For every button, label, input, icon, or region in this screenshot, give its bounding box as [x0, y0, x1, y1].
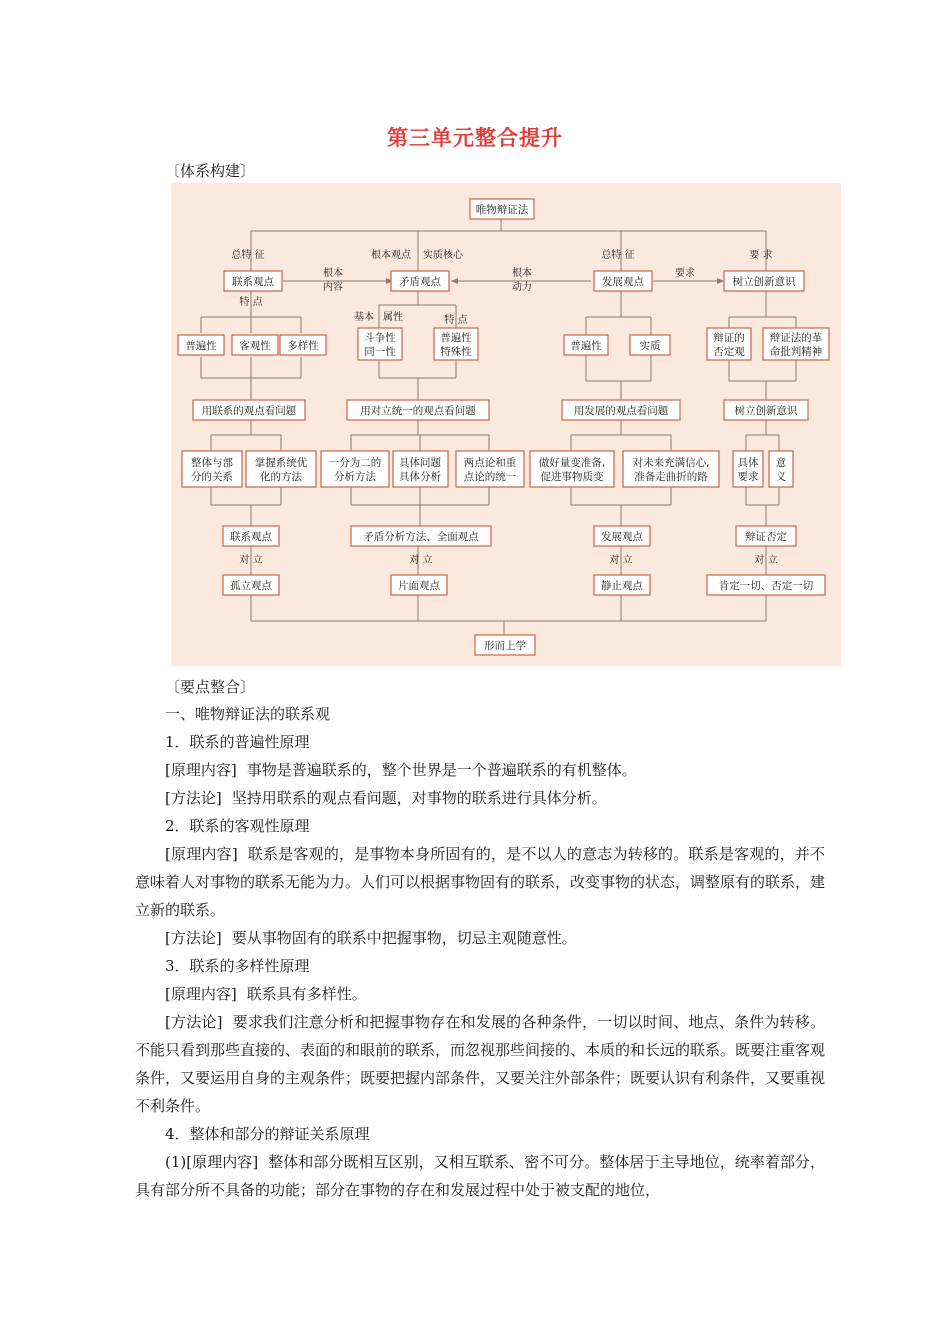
node-fazhan: 发展观点: [602, 276, 644, 288]
label-duili-2: 对 立: [409, 555, 433, 566]
item1-method-tag: [方法论]: [165, 789, 222, 807]
item3-content: [135, 980, 825, 1008]
node-yiyi-2: 义: [775, 471, 787, 483]
node-g3: 静止观点: [601, 580, 643, 592]
node-yaoqiu-1: 具体: [737, 457, 759, 469]
node-xinxin-2: 准备走曲折的路: [634, 471, 708, 483]
node-root: 唯物辩证法: [475, 204, 529, 216]
item3-content-tag: [原理内容]: [165, 985, 237, 1003]
node-xinxin-1: 对未来充满信心,: [632, 457, 710, 469]
node-lianxi: 联系观点: [232, 276, 274, 288]
node-keguan: 客观性: [239, 340, 271, 352]
label-shizhi-hexin: 实质核心: [423, 250, 463, 261]
item2-method: [135, 924, 825, 952]
label-genben-neirong-1: 根本: [323, 268, 343, 279]
node-b2: 矛盾分析方法、全面观点: [363, 531, 479, 543]
node-geming-1: 辩证法的革: [769, 332, 823, 344]
label-genben-dongli-1: 根本: [512, 268, 532, 279]
node-juti-1: 具体问题: [399, 457, 441, 469]
item3-method-tag: [方法论]: [165, 1013, 223, 1031]
label-duili-4: 对 立: [754, 555, 778, 566]
label-tedian-1: 特 点: [239, 297, 263, 308]
node-method-3: 用发展的观点看问题: [573, 405, 669, 417]
node-b4: 辩证否定: [745, 531, 787, 543]
label-duili-1: 对 立: [239, 555, 263, 566]
node-zhunbei-1: 做好量变准备,: [538, 457, 606, 469]
node-maodun: 矛盾观点: [399, 276, 441, 288]
label-tedian-2: 特 点: [444, 315, 468, 326]
node-g1: 孤立观点: [230, 580, 272, 592]
node-shizhi: 实质: [639, 340, 661, 352]
item3-title: 3．联系的多样性原理: [165, 957, 310, 975]
node-douzheng-1: 斗争性: [364, 332, 396, 344]
node-yaoqiu-2: 要求: [737, 471, 759, 483]
section-system-heading: 〔体系构建〕: [165, 162, 256, 180]
node-method-1: 用联系的观点看问题: [201, 405, 297, 417]
label-genben-guandian: 根本观点: [371, 250, 411, 261]
node-chuangxin: 树立创新意识: [732, 276, 796, 288]
node-liangdian-2: 点论的统一: [463, 471, 517, 483]
node-yifen-2: 分析方法: [334, 471, 376, 483]
item2-content-tag: [原理内容]: [165, 845, 238, 863]
item4-content-tag: [原理内容]: [186, 1153, 259, 1171]
item2-title: 2．联系的客观性原理: [165, 817, 310, 835]
item2-content-text: 联系是客观的，是事物本身所固有的，是不以人的意志为转移的。联系是客观的，并不意味着人对事物的联系无能为力。人们可以根据事物固有的联系，改变事物的状态，调整原有的联系，建立新的联系。: [135, 845, 826, 919]
item4-content: [135, 1148, 825, 1204]
item2-method-text: 要从事物固有的联系中把握事物，切忌主观随意性。: [231, 929, 577, 947]
node-fouding-1: 辩证的: [713, 332, 745, 344]
node-xitong-1: 掌握系统优: [254, 457, 308, 469]
node-b1: 联系观点: [230, 531, 272, 543]
node-xitong-2: 化的方法: [260, 471, 302, 483]
label-shuxing: 属性: [383, 312, 403, 323]
label-jiben: 基本: [354, 312, 374, 323]
node-zhengti-1: 整体与部: [191, 457, 233, 469]
label-genben-dongli-2: 动力: [512, 282, 532, 293]
node-pubian-teshu-1: 普遍性: [440, 332, 472, 344]
item2-content: [135, 840, 825, 924]
node-pubian1: 普遍性: [185, 340, 217, 352]
node-b3: 发展观点: [601, 531, 643, 543]
system-diagram: [171, 183, 841, 666]
node-method-4: 树立创新意识: [734, 405, 798, 417]
item1-title: 1．联系的普遍性原理: [165, 733, 310, 751]
item1-content: [135, 756, 825, 784]
label-genben-neirong-2: 内容: [323, 282, 343, 293]
item4-content-text: 整体和部分既相互区别，又相互联系、密不可分。整体居于主导地位，统率着部分，具有部分所不具备的功能；部分在事物的存在和发展过程中处于被支配的地位，: [135, 1153, 825, 1199]
item1-content-text: 事物是普遍联系的，整个世界是一个普遍联系的有机整体。: [246, 761, 637, 779]
section-points-heading: 〔要点整合〕: [165, 678, 256, 696]
item4-prefix: (1): [165, 1153, 187, 1171]
item3-content-text: 联系具有多样性。: [246, 985, 367, 1003]
body-text: [135, 700, 825, 1204]
item1-content-tag: [原理内容]: [165, 761, 237, 779]
label-duili-3: 对 立: [609, 555, 633, 566]
node-zhengti-2: 分的关系: [191, 471, 233, 483]
label-yaoqiu-mid: 要求: [675, 268, 695, 279]
heading-lianxi: 一、唯物辩证法的联系观: [165, 705, 331, 723]
node-pubian-teshu-2: 特殊性: [440, 346, 472, 358]
node-juti-2: 具体分析: [399, 471, 441, 483]
node-g4: 肯定一切、否定一切: [718, 580, 814, 592]
item1-method: [135, 784, 825, 812]
item2-method-tag: [方法论]: [165, 929, 222, 947]
item3-method-text: 要求我们注意分析和把握事物存在和发展的各种条件，一切以时间、地点、条件为转移。不能只看到那些直接的、表面的和眼前的联系，而忽视那些间接的、本质的和长远的联系。既要注重客观条件，又要运用自身的主观条件；既要把握内部条件，又要关注外部条件；既要认识有利条件，又要重视不利条件。: [135, 1013, 826, 1115]
node-liangdian-1: 两点论和重: [463, 457, 517, 469]
item1-method-text: 坚持用联系的观点看问题，对事物的联系进行具体分析。: [231, 789, 607, 807]
node-method-2: 用对立统一的观点看问题: [360, 405, 476, 417]
label-zongtezheng-1: 总特 征: [231, 250, 265, 261]
node-g2: 片面观点: [398, 580, 440, 592]
item3-method: [135, 1008, 825, 1120]
node-douzheng-2: 同一性: [364, 346, 396, 358]
page-title: 第三单元整合提升: [387, 125, 563, 150]
node-fouding-2: 否定观: [713, 346, 745, 358]
item4-title: 4．整体和部分的辩证关系原理: [165, 1125, 370, 1143]
node-duoyang: 多样性: [287, 340, 319, 352]
node-geming-2: 命批判精神: [769, 346, 823, 358]
node-pubian2: 普遍性: [570, 340, 602, 352]
node-bottom: 形而上学: [484, 640, 526, 652]
label-yaoqiu-top: 要 求: [749, 250, 773, 261]
label-zongtezheng-2: 总特 征: [601, 250, 635, 261]
node-yiyi-1: 意: [775, 457, 787, 469]
node-zhunbei-2: 促进事物质变: [540, 471, 604, 483]
node-yifen-1: 一分为二的: [328, 457, 382, 469]
